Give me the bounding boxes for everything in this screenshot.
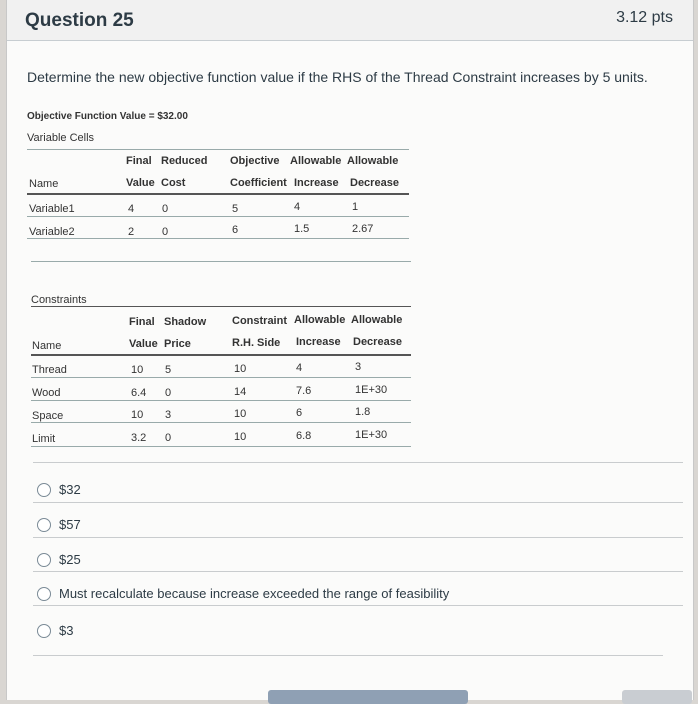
con-value: 6.4 bbox=[131, 387, 147, 399]
hdr-shadow: Shadow bbox=[164, 316, 207, 328]
question-points: 3.12 pts bbox=[616, 9, 673, 26]
con-value: 3.2 bbox=[131, 432, 147, 444]
hdr-name: Name bbox=[32, 340, 62, 352]
hdr-final: Final bbox=[129, 316, 155, 328]
hdr-objective: Objective bbox=[230, 155, 280, 167]
divider bbox=[27, 149, 409, 150]
divider bbox=[33, 655, 663, 656]
divider bbox=[27, 193, 409, 195]
divider bbox=[31, 400, 411, 401]
var-dec: 1 bbox=[352, 201, 359, 213]
divider bbox=[27, 216, 409, 217]
var-dec: 2.67 bbox=[352, 223, 374, 235]
answer-option-1[interactable] bbox=[37, 481, 81, 497]
question-title: Question 25 bbox=[25, 10, 134, 31]
hdr-name: Name bbox=[29, 178, 59, 190]
radio-button[interactable] bbox=[37, 587, 51, 601]
answer-option-3[interactable] bbox=[37, 551, 81, 567]
answer-option-5[interactable] bbox=[37, 622, 73, 638]
divider bbox=[31, 422, 411, 423]
hdr-allowable-dec: Allowable bbox=[351, 314, 403, 326]
var-name: Variable2 bbox=[29, 226, 75, 238]
objective-value-label: Objective Function Value = $32.00 bbox=[27, 111, 188, 122]
var-coef: 6 bbox=[232, 224, 239, 236]
con-name: Space bbox=[32, 410, 64, 422]
constraints-label: Constraints bbox=[31, 294, 87, 306]
nav-button[interactable] bbox=[622, 690, 692, 704]
divider bbox=[33, 605, 683, 606]
con-inc: 6 bbox=[296, 407, 303, 419]
variable-cells-label: Variable Cells bbox=[27, 132, 95, 144]
hdr-allowable-dec: Allowable bbox=[347, 155, 399, 167]
con-name: Thread bbox=[32, 364, 67, 376]
con-rhs: 10 bbox=[234, 363, 247, 375]
answer-label: Must recalculate because increase exceeded the range of feasibility bbox=[59, 586, 450, 602]
divider bbox=[33, 462, 683, 463]
answer-option-4[interactable] bbox=[37, 585, 449, 601]
answer-option-2[interactable] bbox=[37, 516, 81, 532]
con-rhs: 10 bbox=[234, 431, 247, 443]
hdr-rhs: R.H. Side bbox=[232, 337, 281, 349]
hdr-coefficient: Coefficient bbox=[230, 177, 287, 189]
con-inc: 4 bbox=[296, 362, 303, 374]
question-prompt: Determine the new objective function value if the RHS of the Thread Constraint increases by 5 units. bbox=[27, 69, 648, 85]
hdr-constraint: Constraint bbox=[232, 315, 287, 327]
divider bbox=[27, 238, 409, 239]
question-card bbox=[6, 0, 694, 700]
con-name: Limit bbox=[32, 433, 56, 445]
con-value: 10 bbox=[131, 409, 144, 421]
var-name: Variable1 bbox=[29, 203, 75, 215]
hdr-value: Value bbox=[126, 177, 155, 189]
hdr-increase: Increase bbox=[296, 336, 341, 348]
radio-button[interactable] bbox=[37, 553, 51, 567]
answer-label: $32 bbox=[59, 482, 81, 498]
divider bbox=[31, 377, 411, 378]
var-cost: 0 bbox=[162, 203, 169, 215]
divider bbox=[33, 537, 683, 538]
answer-label: $57 bbox=[59, 517, 81, 533]
question-header bbox=[7, 0, 693, 41]
hdr-price: Price bbox=[164, 338, 191, 350]
con-dec: 1E+30 bbox=[355, 384, 388, 396]
hdr-reduced: Reduced bbox=[161, 155, 208, 167]
con-dec: 3 bbox=[355, 361, 362, 373]
divider bbox=[33, 571, 683, 572]
hdr-value: Value bbox=[129, 338, 158, 350]
con-value: 10 bbox=[131, 364, 144, 376]
var-inc: 1.5 bbox=[294, 223, 310, 235]
var-inc: 4 bbox=[294, 201, 301, 213]
divider bbox=[31, 306, 411, 307]
con-price: 0 bbox=[165, 432, 172, 444]
con-inc: 6.8 bbox=[296, 430, 312, 442]
con-inc: 7.6 bbox=[296, 385, 312, 397]
hdr-final: Final bbox=[126, 155, 152, 167]
hdr-decrease: Decrease bbox=[353, 336, 402, 348]
con-name: Wood bbox=[32, 387, 61, 399]
var-cost: 0 bbox=[162, 226, 169, 238]
con-rhs: 10 bbox=[234, 408, 247, 420]
con-price: 0 bbox=[165, 387, 172, 399]
con-price: 5 bbox=[165, 364, 172, 376]
divider bbox=[31, 261, 411, 262]
var-coef: 5 bbox=[232, 203, 239, 215]
hdr-cost: Cost bbox=[161, 177, 186, 189]
con-price: 3 bbox=[165, 409, 172, 421]
nav-button[interactable] bbox=[268, 690, 468, 704]
answer-label: $25 bbox=[59, 552, 81, 568]
divider bbox=[33, 502, 683, 503]
radio-button[interactable] bbox=[37, 518, 51, 532]
var-value: 4 bbox=[128, 203, 135, 215]
radio-button[interactable] bbox=[37, 483, 51, 497]
con-dec: 1.8 bbox=[355, 406, 371, 418]
divider bbox=[31, 354, 411, 356]
radio-button[interactable] bbox=[37, 624, 51, 638]
hdr-increase: Increase bbox=[294, 177, 339, 189]
divider bbox=[31, 446, 411, 447]
hdr-decrease: Decrease bbox=[350, 177, 399, 189]
answer-label: $3 bbox=[59, 623, 74, 639]
con-rhs: 14 bbox=[234, 386, 247, 398]
var-value: 2 bbox=[128, 226, 135, 238]
con-dec: 1E+30 bbox=[355, 429, 388, 441]
hdr-allowable-inc: Allowable bbox=[294, 314, 346, 326]
hdr-allowable-inc: Allowable bbox=[290, 155, 342, 167]
